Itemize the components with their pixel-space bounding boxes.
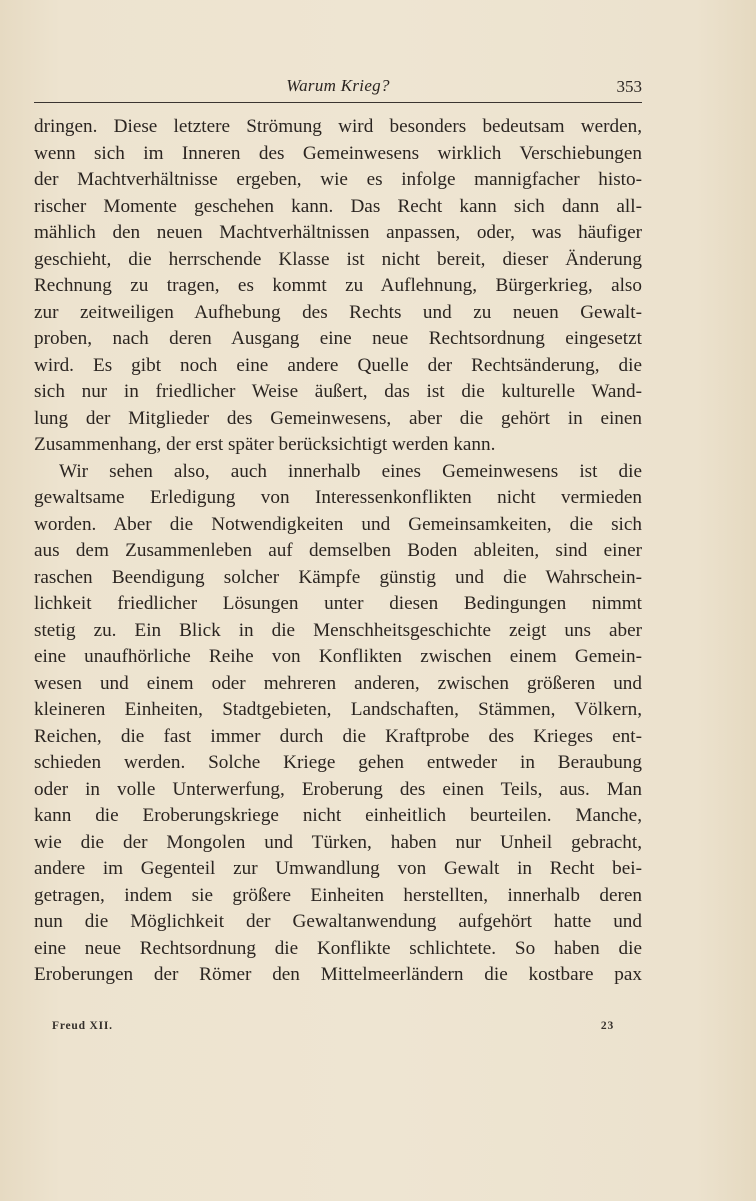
text-line: sich nur in friedlicher Weise äußert, das ist die kulturelle Wand-: [34, 381, 642, 402]
text-line: worden. Aber die Notwendigkeiten und Gemeinsamkeiten, die sich: [34, 513, 642, 535]
page-header: [34, 76, 642, 98]
sheet-number: 23: [600, 1020, 614, 1032]
text-line: der Machtverhältnisse ergeben, wie es infolge mannigfacher histo-: [34, 169, 642, 190]
text-line: eine unaufhörliche Reihe von Konflikten zwischen einem Gemein-: [34, 646, 642, 667]
text-line: Reichen, die fast immer durch die Kraftprobe des Krieges ent-: [34, 725, 642, 747]
text-line: Eroberungen der Römer den Mittelmeerländern die kostbare pax: [34, 964, 642, 985]
text-line: rischer Momente geschehen kann. Das Recht kann sich dann all-: [34, 195, 642, 217]
text-line: Wir sehen also, auch innerhalb eines Gemeinwesens ist die: [59, 460, 642, 482]
text-line: proben, nach deren Ausgang eine neue Rechtsordnung eingesetzt: [34, 328, 642, 349]
text-line: wird. Es gibt noch eine andere Quelle der Rechtsänderung, die: [34, 354, 642, 376]
text-line: wesen und einem oder mehreren anderen, zwischen größeren und: [34, 672, 642, 694]
running-title: Warum Krieg?: [286, 76, 390, 95]
text-line: andere im Gegenteil zur Umwandlung von Gewalt in Recht bei-: [34, 858, 642, 879]
header-rule: [34, 102, 642, 103]
text-line: lung der Mitglieder des Gemeinwesens, aber die gehört in einen: [34, 407, 642, 429]
text-line: geschieht, die herrschende Klasse ist nicht bereit, dieser Änderung: [34, 248, 642, 270]
text-line: getragen, indem sie größere Einheiten herstellten, innerhalb deren: [34, 884, 642, 906]
text-line: aus dem Zusammenleben auf demselben Boden ableiten, sind einer: [34, 540, 642, 561]
text-line: nun die Möglichkeit der Gewaltanwendung aufgehört hatte und: [34, 911, 642, 932]
text-line: lichkeit friedlicher Lösungen unter diesen Bedingungen nimmt: [34, 593, 642, 614]
text-line: eine neue Rechtsordnung die Konflikte schlichtete. So haben die: [34, 937, 642, 959]
signature-mark: Freud XII.: [52, 1020, 113, 1032]
text-line: schieden werden. Solche Kriege gehen entweder in Beraubung: [34, 752, 642, 773]
text-line: wenn sich im Inneren des Gemeinwesens wirklich Verschiebungen: [34, 142, 642, 164]
text-line: kann die Eroberungskriege nicht einheitlich beurteilen. Manche,: [34, 805, 642, 826]
text-line: mählich den neuen Machtverhältnissen anpassen, oder, was häufiger: [34, 222, 642, 243]
text-line: wie die der Mongolen und Türken, haben nur Unheil gebracht,: [34, 831, 642, 853]
body-text: [34, 114, 642, 989]
text-line: zur zeitweiligen Aufhebung des Rechts und zu neuen Gewalt-: [34, 301, 642, 323]
text-line: raschen Beendigung solcher Kämpfe günstig und die Wahrschein-: [34, 566, 642, 588]
page-number: 353: [616, 77, 642, 96]
text-line: kleineren Einheiten, Stadtgebieten, Landschaften, Stämmen, Völkern,: [34, 699, 642, 720]
text-line: stetig zu. Ein Blick in die Menschheitsgeschichte zeigt uns aber: [34, 619, 642, 641]
text-line: dringen. Diese letztere Strömung wird besonders bedeutsam werden,: [34, 116, 642, 137]
text-line: oder in volle Unterwerfung, Eroberung des einen Teils, aus. Man: [34, 778, 642, 800]
page-footer: [34, 1020, 642, 1038]
text-line: gewaltsame Erledigung von Interessenkonflikten nicht vermieden: [34, 487, 642, 508]
text-line: Rechnung zu tragen, es kommt zu Auflehnung, Bürgerkrieg, also: [34, 275, 642, 296]
text-line: Zusammenhang, der erst später berücksichtigt werden kann.: [34, 434, 496, 455]
